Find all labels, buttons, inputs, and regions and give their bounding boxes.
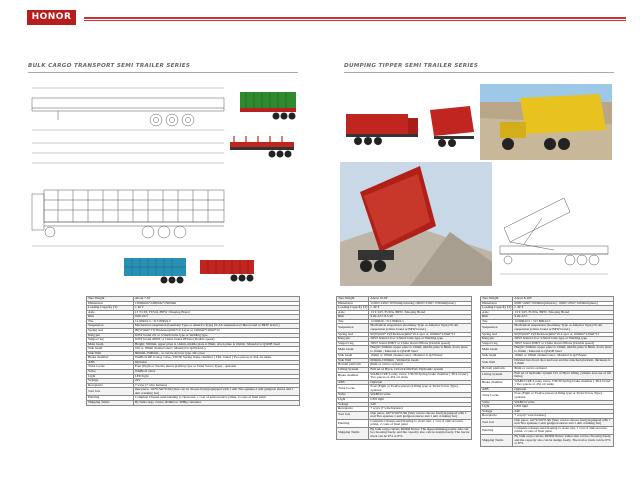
spec-value: Four (Eight or Twelve pieces (Lifting type or Twist Screw Type) , optional (133, 365, 299, 370)
spec-value: One piece, 1m*0.5m*0.5m (Size can be choose freely)equipped with 1 unit Tire spanner,1 unit gudgeon sleeve and 1 unit cranking bar) (369, 411, 472, 419)
header-rule-thin (84, 20, 626, 21)
spec-value: Optional (513, 387, 614, 392)
spec-value: Mechanical suspension (Germany Type or America Type) Or Air suspension (China brand or BPW brand ) (133, 324, 299, 329)
spec-row (481, 392, 614, 400)
spec-key: Bottom platform (337, 363, 369, 368)
spec-value: JOST brand 2.0 or 3.5inch bolts type or Welding type (133, 333, 299, 338)
spec-value: 7 ways (7 wire harness) (369, 407, 472, 412)
spec-value: 9.00-22.5 (133, 315, 299, 320)
spec-value: LED light (513, 405, 614, 410)
spec-key: Light (337, 397, 369, 402)
spec-key: ABS (337, 380, 369, 385)
spec-key: Shipping Terms (481, 435, 513, 447)
spec-row (337, 324, 472, 332)
spec-value: WABCO RE 6 relay valve; T30/30 Spring brake chamber ( TKL brand ) Two pieces of 45L air tanks (133, 356, 299, 361)
spec-value: 8mm or can be optional (513, 367, 614, 372)
spec-key: Tare Weight (87, 297, 134, 302)
spec-key: Painting (87, 396, 134, 401)
spec-key: Brake chamber (87, 356, 134, 361)
spec-value: 90(W)mm*13(Thickness)mm*10-Layer or 100mm*12mm*12 (513, 332, 614, 337)
spec-key: Rim (481, 315, 513, 320)
spec-key: ABS (87, 360, 134, 365)
spec-value: WABCO RE 6 relay valve; T30/30 Spring brake chamber ( TKL brand ) Two pieces of 45L air tanks (369, 372, 472, 380)
spec-key: Valve (337, 393, 369, 398)
spec-value: 11000×2490×3070mm(Outside);10000×2300×1700mm(inner) (369, 301, 472, 306)
spec-value: JOST brand 2.0 or 3.5inch bolts type or Welding type (513, 337, 614, 342)
spec-value: Mechanical suspension (Germany Type or America Type) Or Air suspension (China brand or BPW brand ) (369, 324, 472, 332)
spec-value: 16mm or 18mm channel steel ; Material is Q235steel (513, 354, 614, 359)
spec-value: Full set of Hyva, 191/214/245/FAC Hydraulic system (369, 368, 472, 373)
spec-key: Suspension (337, 324, 369, 332)
spec-key: ABS (481, 387, 513, 392)
spec-value: 6000×2490×3500mm(Outside) ; 6000×2300×1600mm(inner) (513, 301, 614, 306)
spec-value: 12.00R20 / 315 80R22.5 (369, 319, 472, 324)
spec-key: Side Wall (337, 358, 369, 363)
spec-key: Spring leaf (87, 328, 134, 333)
spec-key: Side Wall (87, 351, 134, 356)
spec-value: One piece, 1m*0.5m*0.5m (Size can be choose freely)equipped with 1 unit Tire spanner,1 unit gudgeon sleeve and 1 unit cranking bar) (513, 418, 614, 426)
spec-value: WABCO RE 6 relay valve; T30/30 Spring brake chamber ( TKL brand ) Two pieces of 45L air tanks (513, 379, 614, 387)
spec-row (337, 427, 472, 439)
spec-value: Optional (369, 380, 472, 385)
spec-value: Complete Chassis sand blasting to clean rust, 1 coat of anticorrosive prime, 2 coats of final paint (133, 396, 299, 401)
spec-key: Twist Locks (87, 365, 134, 370)
brand-logo: HONOR (27, 10, 76, 25)
spec-key: Light (481, 405, 513, 410)
spec-value: 12.00R22.5 / 315 80R22.5 (133, 319, 299, 324)
section-rule-dump (344, 72, 614, 73)
spec-value: 16mm or 18mm channel steel ; Material is Q235steel (369, 354, 472, 359)
spec-key: Brake chamber (481, 379, 513, 387)
red-flatbed-trailer-photo (226, 130, 298, 170)
spec-value: 7 ways (7 wire harness) (133, 383, 299, 388)
spec-value: ≥ 40 T (133, 306, 299, 311)
spec-value: LED light (369, 397, 472, 402)
spec-key: Rim (337, 315, 369, 320)
spec-key: Painting (337, 419, 369, 427)
spec-table-dump-b (480, 296, 614, 447)
spec-value: 9.00-22.5 (513, 315, 614, 320)
blue-fence-trailer-photo (118, 252, 190, 288)
spec-value: LED light (133, 374, 299, 379)
spec-key: Loading Capacity (T) (87, 306, 134, 311)
spec-value: JOST brand 2000T or China brand 28Tons (Double speed) (369, 341, 472, 346)
spec-key: Suspension (481, 324, 513, 332)
spec-key: Spring leaf (337, 332, 369, 337)
yellow-dump-truck-photo (480, 84, 612, 160)
spec-key: Shipping Terms (87, 400, 134, 405)
spec-value: WABCO valve (133, 370, 299, 375)
spec-value: Height: 500mm, upper plate is 14mm, middle plate is 8mm, down plate is 16mm ; Material is Q345B Steel (369, 346, 472, 354)
spec-key: Valve (481, 400, 513, 405)
red-tipper-unloading-photo (340, 162, 492, 286)
spec-row (337, 372, 472, 380)
spec-table-bulk (86, 296, 300, 406)
spec-value: 13 T/16T, FUWA /BPW /Shuqing Brand (133, 310, 299, 315)
spec-key: Tool box (87, 388, 134, 396)
spec-value: Four (Eight or Twelve pieces (Lifting type or Twist Screw Type) , optional (369, 385, 472, 393)
spec-key: Tare Weight (481, 297, 513, 302)
spec-value: 600mm-1500mm , or can be do bow type /lid cover (133, 351, 299, 356)
spec-key: Side beam (337, 354, 369, 359)
spec-value: 90(W)mm*13(Thickness)mm*10-Layer or 100mm*12mm*12 (133, 328, 299, 333)
section-rule-bulk (28, 72, 298, 73)
spec-key: Suspension (87, 324, 134, 329)
spec-value: About 10.6T (369, 297, 472, 302)
spec-value: 13 T/16T, FUWA /BPW /Shuqing Brand (369, 310, 472, 315)
spec-key: Twist Locks (337, 385, 369, 393)
spec-value: Height: 500mm, upper plate is 14mm, middle plate is 8mm, down plate is 16mm ; Material is Q345B Steel (513, 346, 614, 354)
spec-value: About 7.6T (133, 297, 299, 302)
spec-key: Support leg (337, 341, 369, 346)
spec-key: Main beam (87, 342, 134, 347)
header-rule (84, 17, 626, 19)
spec-value: 12.00R22.5 / 315 80R22.5 (513, 319, 614, 324)
tipper-drawing (494, 188, 612, 288)
spec-key: Axle (481, 310, 513, 315)
section-title-bulk: BULK CARGO TRANSPORT SEMI TRAILER SERIES (28, 63, 191, 69)
spec-row (481, 379, 614, 387)
spec-value: 9.00-22.5 8.5-20 (369, 315, 472, 320)
spec-key: Tire (337, 319, 369, 324)
red-dump-trailer-photo-1 (342, 100, 422, 150)
spec-key: King pin (481, 337, 513, 342)
spec-value: Divided into front door and rear and the attached platform, thickness is 5-6mm (513, 358, 614, 366)
spec-value: Full set of hydraulic system 191 of Hyva lifting cylinder and one of lift fitting (513, 371, 614, 379)
spec-value: 13000mm*2490mm*2500mm (133, 301, 299, 306)
spec-value: Complete Chassis sand blasting to clean rust, 1 coat of anticorrosive prime, 2 coats of final paint (513, 426, 614, 434)
spec-row (481, 435, 614, 447)
spec-value: JOST brand 2000T or China brand 28Tons (Double speed) (133, 338, 299, 343)
spec-key: Voltage (481, 409, 513, 414)
spec-value: By bulk cargo carrier, RORO or 40HQ container. (133, 400, 299, 405)
green-fence-trailer-photo (236, 86, 298, 124)
spec-value: 24V (369, 402, 472, 407)
spec-key: Dimension (337, 301, 369, 306)
spec-key: Side beam (481, 354, 513, 359)
spec-key: Tire (87, 319, 134, 324)
spec-value: 90(W)mm*13(Thickness)mm*10-Layer or 100mm*12mm*12 (369, 332, 472, 337)
spec-value: 7 ways(7 wire harness) (513, 414, 614, 419)
spec-key: Valve (87, 370, 134, 375)
spec-value: ≥ 40 T (513, 306, 614, 311)
spec-value: One piece, 1m*0.5m*0.5m (Size can be choose freely)equipped with 1 unit Tire spanner,1 unit gudgeon sleeve and 1 unit cranking bar) (133, 388, 299, 396)
spec-key: Dimension (481, 301, 513, 306)
spec-value: JOST brand 2.0 or 3.5inch bolts type or Welding type (369, 337, 472, 342)
spec-key: Receptacle (87, 383, 134, 388)
spec-key: Twist Locks (481, 392, 513, 400)
spec-row (337, 385, 472, 393)
spec-key: Voltage (337, 402, 369, 407)
bulk-front-drawing (28, 138, 228, 168)
spec-value: By bulk cargo carrier, RORO Notes: trailer size can be choosing freely, and the capacity also can be design freely. The tractor truck can be 6*4 or 8*4 (513, 435, 614, 447)
spec-key: Voltage (87, 379, 134, 384)
spec-key: Axle (87, 310, 134, 315)
spec-key: Light (87, 374, 134, 379)
spec-key: King pin (87, 333, 134, 338)
spec-key: Dimension (87, 301, 134, 306)
spec-key: Support leg (481, 341, 513, 346)
spec-key: Tool box (481, 418, 513, 426)
spec-key: Lifting System (337, 368, 369, 373)
spec-key: Brake chamber (337, 372, 369, 380)
spec-key: Main beam (337, 346, 369, 354)
spec-key: Axle (337, 310, 369, 315)
spec-value: Optional (133, 360, 299, 365)
spec-row (87, 400, 300, 405)
spec-value: 600mm-1500mm , Welded in beam (369, 358, 472, 363)
spec-row (481, 324, 614, 332)
red-dump-trailer-photo-2 (424, 100, 478, 150)
spec-value: 13 T/16T, FUWA /BPW /Shuqing Brand (513, 310, 614, 315)
spec-key: Receptacle (481, 414, 513, 419)
red-fence-trailer-photo (196, 252, 258, 288)
spec-value: Height: 500mm, upper plate is 14mm, middle plate is 8mm, down plate is 16mm ; Material is Q345B Steel (133, 342, 299, 347)
spec-key: Loading Capacity (T) (482, 305, 512, 310)
spec-key: Painting (481, 426, 513, 434)
spec-value: By bulk cargo carrier, RORO Notes: The tipper/dumping trailer size can be choosing freely, and the capacity also can be design freely. The tractor truck can be 6*4 or 8*4 (370, 426, 470, 438)
spec-key: Bottom platform (481, 367, 513, 372)
spec-value: JOST brand 2000T or China brand 28Tons (Double speed) (513, 341, 614, 346)
spec-key: Loading Capacity (T) (338, 305, 368, 310)
spec-value: 24V (133, 379, 299, 384)
spec-key: Tool box (337, 411, 369, 419)
spec-key: Shipping Terms (337, 427, 369, 439)
spec-value: Four (Eight or Twelve pieces (Lifting type or Twist Screw Type) , optional (513, 392, 614, 400)
section-title-dump: DUMPING TIPPER SEMI TRAILER SERIES (344, 63, 479, 69)
spec-value: 24V (513, 409, 614, 414)
spec-key: Receptacle (337, 407, 369, 412)
spec-key: Support leg (87, 338, 134, 343)
spec-row (481, 371, 614, 379)
spec-key: Tire (481, 319, 513, 324)
spec-key: Main beam (481, 346, 513, 354)
bulk-fence-drawing (28, 180, 228, 258)
bulk-side-drawing (28, 78, 228, 136)
spec-value: WABCO valve (513, 400, 614, 405)
spec-value: ≥ 40 T (369, 306, 472, 311)
spec-key: Rim (87, 315, 134, 320)
spec-table-dump-a (336, 296, 472, 440)
spec-value: Complete Chassis sand blasting to clean rust, 1 coat of anticorrosive prime, 2 coats of final paint (369, 419, 472, 427)
spec-value: About 8-10T (513, 297, 614, 302)
spec-value: 16# or 18mm channel steel ; Material is Q235steel ), (133, 347, 299, 352)
spec-key: Lifting System (481, 371, 513, 379)
spec-value: 8mm or can be optional (369, 363, 472, 368)
spec-key: Spring leaf (481, 332, 513, 337)
spec-value: WABCO valve (369, 393, 472, 398)
spec-key: King pin (337, 337, 369, 342)
spec-value: Mechanical suspension (Germany Type or America Type) Or Air suspension (China brand or BPW brand ) (513, 324, 614, 332)
spec-key: Side Wall (481, 358, 513, 366)
spec-key: Tare Weight (337, 297, 369, 302)
spec-key: Side beam (87, 347, 134, 352)
